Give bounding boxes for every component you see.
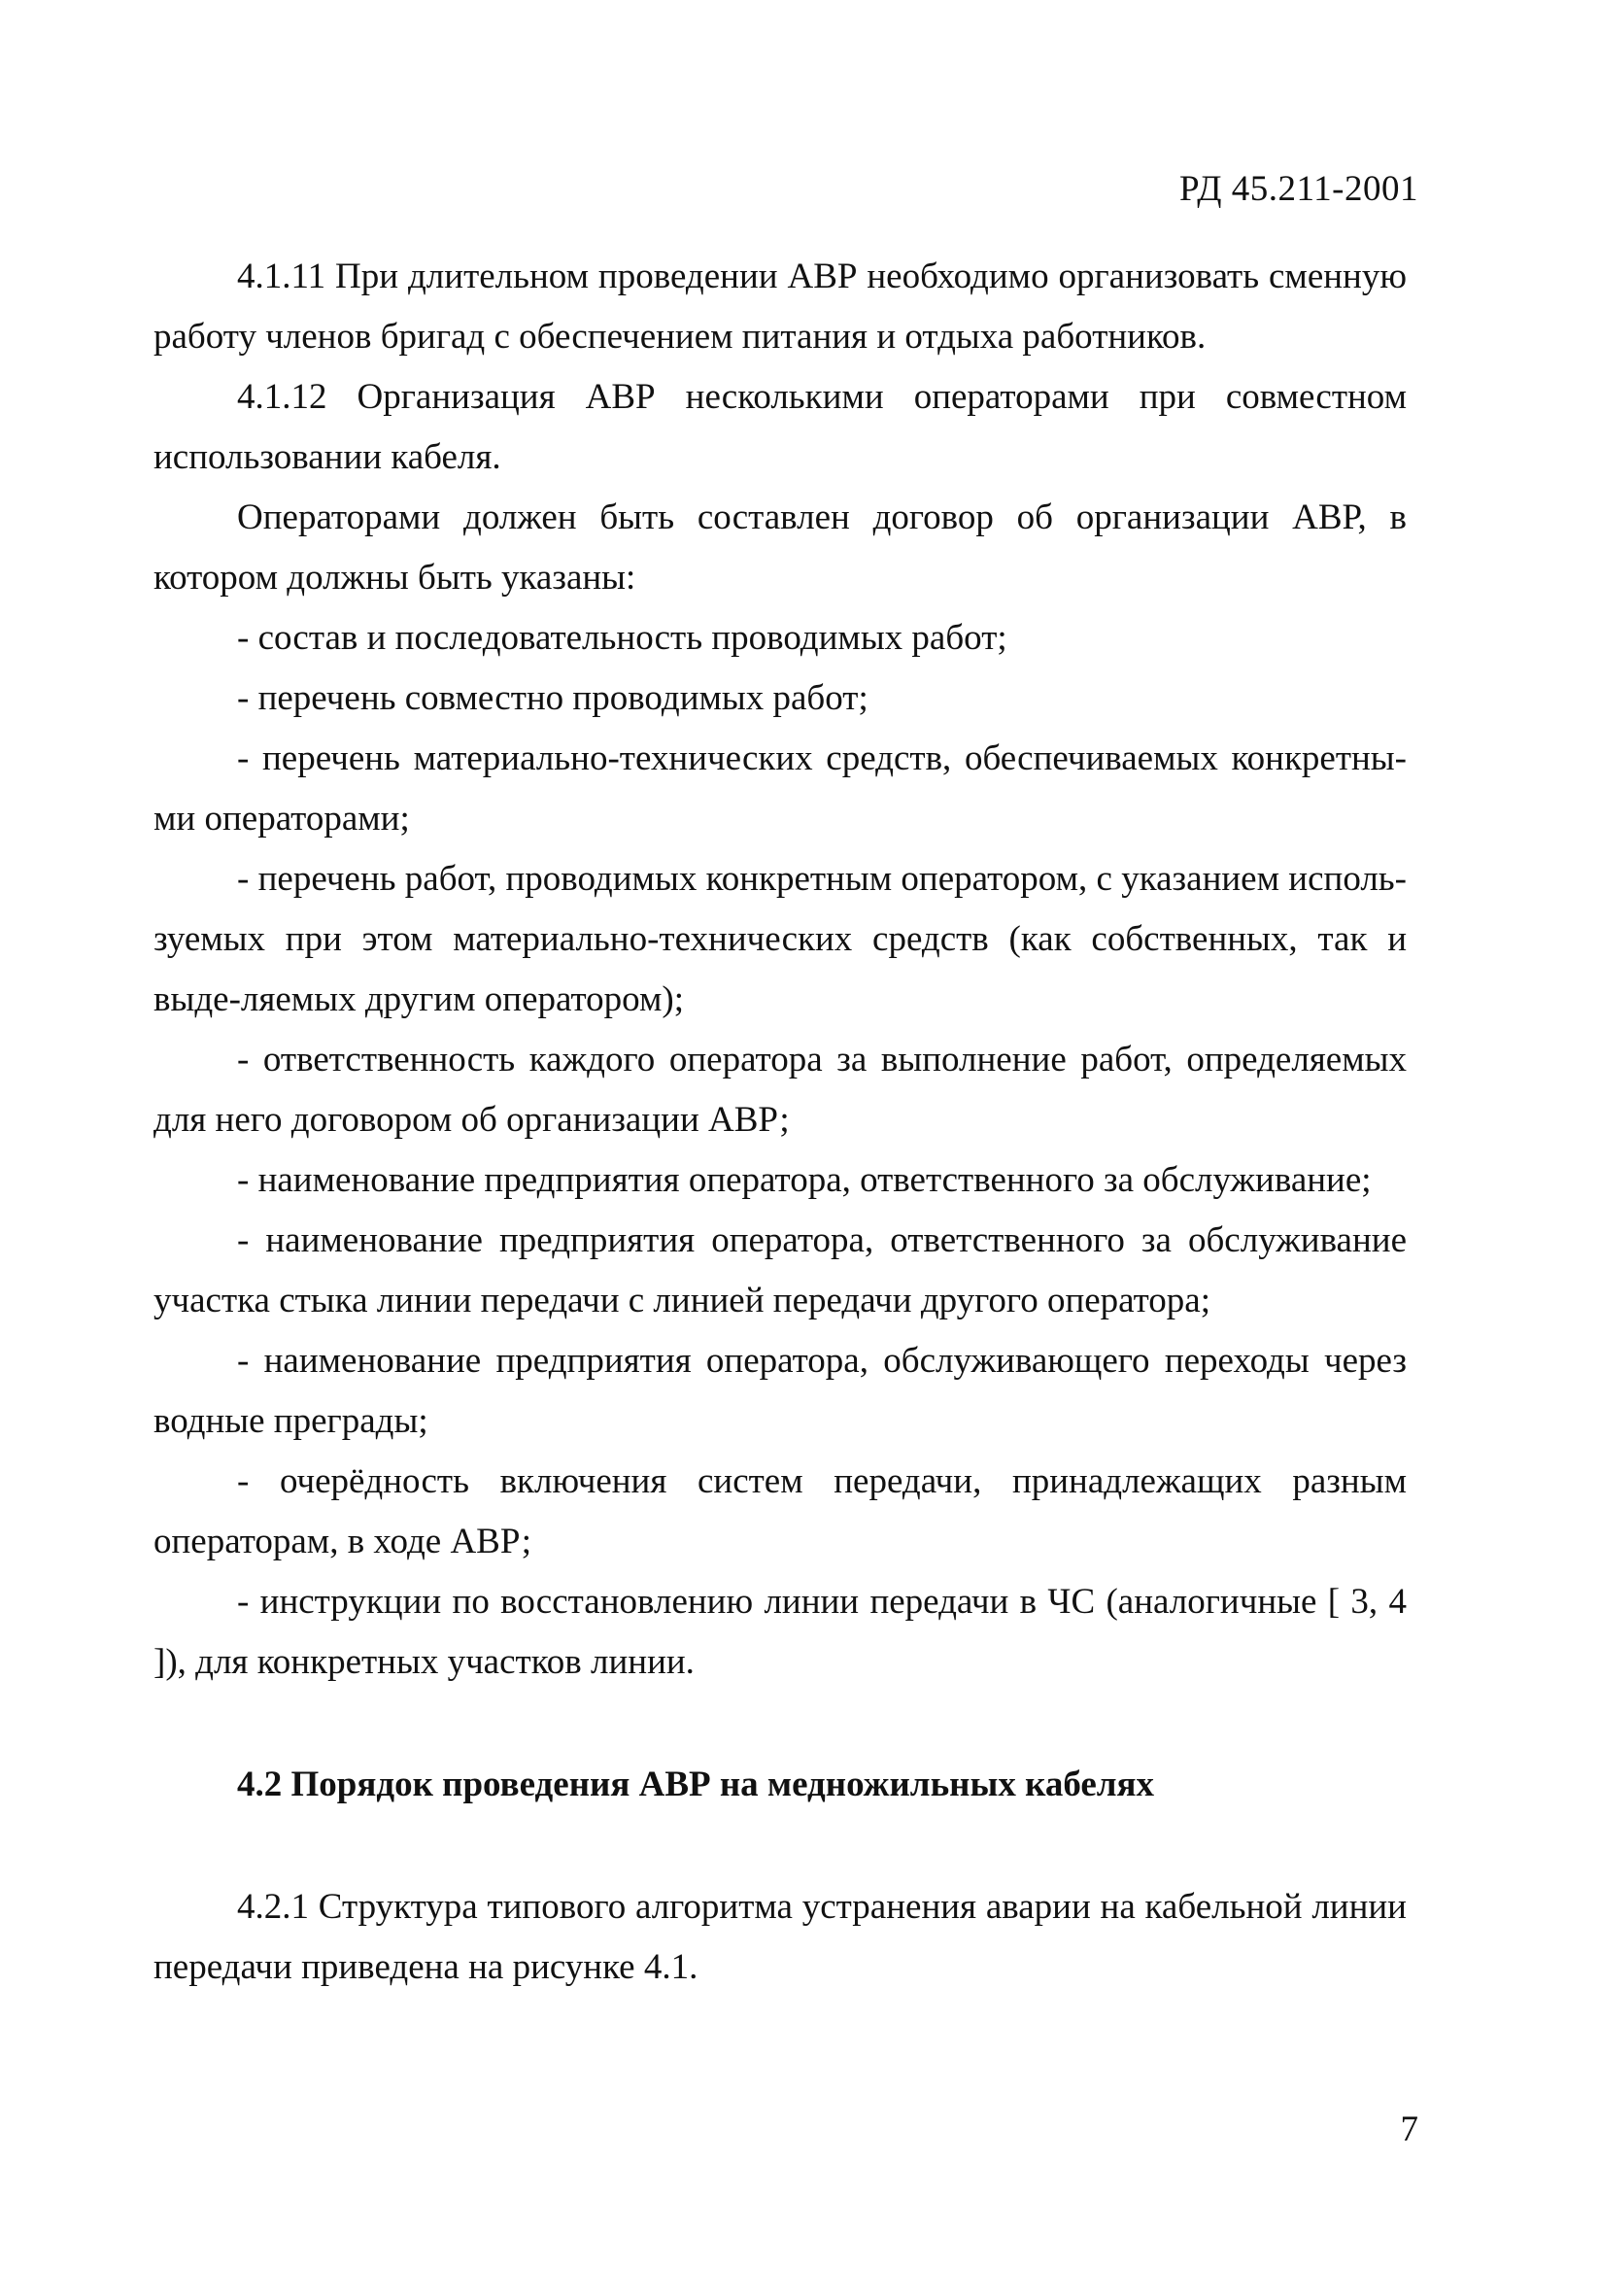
list-item: - перечень совместно проводимых работ; <box>237 678 868 718</box>
list-item: - перечень работ, проводимых конкретным оператором, с указанием исполь-зуемых при этом материально-технических средств (как собственных, так и выде-ляемых другим оператором); <box>153 859 1407 1019</box>
list-item: - состав и последовательность проводимых работ; <box>237 618 1007 658</box>
paragraph-4-2-1: 4.2.1 Структура типового алгоритма устранения аварии на кабельной линии передачи приведена на рисунке 4.1. <box>153 1887 1407 1987</box>
section-heading-4-2: 4.2 Порядок проведения АВР на медножильных кабелях <box>237 1765 1155 1804</box>
document-body <box>153 247 1407 1998</box>
list-item: - перечень материально-технических средств, обеспечиваемых конкретны-ми операторами; <box>153 738 1407 839</box>
paragraph-4-1-12: 4.1.12 Организация АВР несколькими операторами при совместном использовании кабеля. <box>153 377 1407 477</box>
list-item: - наименование предприятия оператора, ответственного за обслуживание; <box>237 1160 1372 1200</box>
list-item: - очерёдность включения систем передачи, принадлежащих разным операторам, в ходе АВР; <box>153 1461 1407 1561</box>
list-item: - инструкции по восстановлению линии передачи в ЧС (аналогичные [ 3, 4 ]), для конкретных участков линии. <box>153 1582 1407 1682</box>
paragraph-agreement: Операторами должен быть составлен договор об организации АВР, в котором должны быть указаны: <box>153 497 1407 598</box>
list-item: - ответственность каждого оператора за выполнение работ, определяемых для него договором об организации АВР; <box>153 1040 1407 1140</box>
paragraph-4-1-11: 4.1.11 При длительном проведении АВР необходимо организовать сменную работу членов бригад с обеспечением питания и отдыха работников. <box>153 257 1407 357</box>
list-item: - наименование предприятия оператора, обслуживающего переходы через водные преграды; <box>153 1341 1407 1441</box>
list-item: - наименование предприятия оператора, ответственного за обслуживание участка стыка линии передачи с линией передачи другого оператора; <box>153 1220 1407 1320</box>
page-number: 7 <box>1400 2109 1418 2149</box>
document-code: РД 45.211-2001 <box>1179 169 1418 209</box>
